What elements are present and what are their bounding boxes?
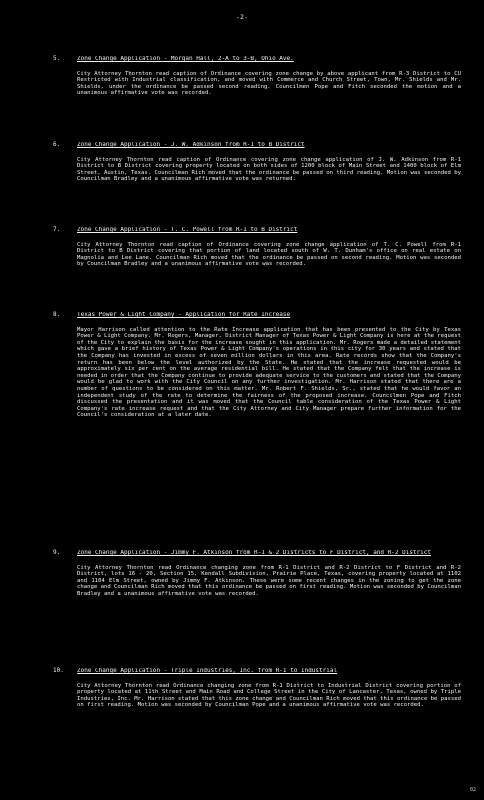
item-number: 7. bbox=[53, 226, 61, 233]
item-number: 9. bbox=[53, 549, 61, 556]
footer-mark: 02 bbox=[469, 787, 476, 794]
item-body: City Attorney Thornton read caption of Ordinance covering zone change by above applicant from R-3 District to CU Restricted with Industrial classification, and moved with Commerce and Church Street, Town, Mr. Shields and Mr. Shields, under the ordinance be passed second reading. Councilmen Pope and Fitch seconded the motion and a unanimous affirmative vote was recorded. bbox=[77, 70, 461, 97]
item-body: City Attorney Thornton read Ordinance changing zone from R-1 District to Industrial District covering portion of property located at 11th Street and Main Road and College Street in the City of Lancaster, Texas, owned by Triple Industries, Inc. Mr. Harrison stated that this zone change and Councilman Rich moved that this ordinance be passed on first reading. Motion was seconded by Councilman Pope and a unanimous affirmative vote was recorded. bbox=[77, 682, 461, 709]
item-number: 8. bbox=[53, 311, 61, 318]
item-heading: Zone Change Application - T. C. Powell from R-1 to B District bbox=[77, 227, 298, 233]
item-body: City Attorney Thornton read caption of Ordinance covering zone change application of J. W. Adkinson from R-1 District to B District covering property located on both sides of 1200 block of Main Street and 1400 block of Elm Street, Austin, Texas. Councilman Rich moved that the ordinance be passed on third reading. Motion was seconded by Councilman Bradley and a unanimous affirmative vote was returned. bbox=[77, 156, 461, 183]
agenda-item bbox=[55, 312, 465, 419]
item-number: 6. bbox=[53, 141, 61, 148]
item-heading: Zone Change Application - J. W. Adkinson from R-1 to B District bbox=[77, 142, 305, 148]
agenda-item bbox=[55, 56, 465, 97]
item-heading: Texas Power & Light Company - Application for Rate Increase bbox=[77, 312, 291, 318]
agenda-item bbox=[55, 550, 465, 598]
item-heading: Zone Change Application - Morgan Hall, 2-A to 3-B, Ohio Ave. bbox=[77, 56, 294, 62]
page-number: -2- bbox=[236, 13, 248, 21]
item-heading: Zone Change Application - Jimmy F. Atkinson from R-1 & 2 Districts to F District, and R-2 District bbox=[77, 550, 432, 556]
agenda-item bbox=[55, 227, 465, 268]
item-body: City Attorney Thornton read caption of Ordinance covering zone change application of T. C. Powell from R-1 District to B District covering that portion of land located south of W. T. Dunham's office on real estate on Magnolia and Lee Lane. Councilman Rich moved that the ordinance be passed on second reading. Motion was seconded by Councilman Bradley and a unanimous affirmative vote was recorded. bbox=[77, 241, 461, 268]
item-body: City Attorney Thornton read Ordinance changing zone from R-1 District and R-2 District to F District and R-2 District, lots 16 - 20, Section 15, Kendall Subdivision, Prairie Place, Texas, covering property located at 1102 and 1104 Elm Street, owned by Jimmy F. Atkinson. These were some recent changes in the zoning to get the zone change and Councilman Rich moved that this ordinance be passed on first reading. Motion was seconded by Councilman Bradley and a unanimous affirmative vote was recorded. bbox=[77, 564, 461, 597]
agenda-item bbox=[55, 668, 465, 709]
item-body: Mayor Harrison called attention to the Rate Increase application that has been presented to the City by Texas Power & Light Company. Mr. Rogers, Manager, District Manager of Texas Power & Light Company is here at the request of the City to explain the basis for the increase sought in this application. Mr. Rogers made a detailed statement which gave a brief history of Texas Power & Light Company's operations in this city for 30 years and stated that the Company has invested in excess of seven million dollars in this area. Rate records show that the Company's return has been below the level authorized by the State. He stated that the increase requested would be approximately six per cent on the average residential bill. He stated that the Company felt that the increase is needed in order that the Company continue to provide adequate service to the customers and stated that the Company would be glad to work with the City Council on any further investigation. Mr. Harrison stated that there are a number of questions to be considered on this matter. Mr. Robert F. Shields, Sr., stated that he would favor an independent study of the rate to determine the fairness of the proposed increase. Councilmen Pope and Fitch discussed the presentation and it was moved that the Council table consideration of the Texas Power & Light Company's rate increase request and that the City Attorney and City Manager prepare further information for the Council's consideration at a later date. bbox=[77, 326, 461, 419]
item-heading: Zone Change Application - Triple Industries, Inc. from R-1 to Industrial bbox=[77, 668, 338, 674]
agenda-item bbox=[55, 142, 465, 183]
item-number: 5. bbox=[53, 55, 61, 62]
item-number: 10. bbox=[53, 667, 64, 674]
